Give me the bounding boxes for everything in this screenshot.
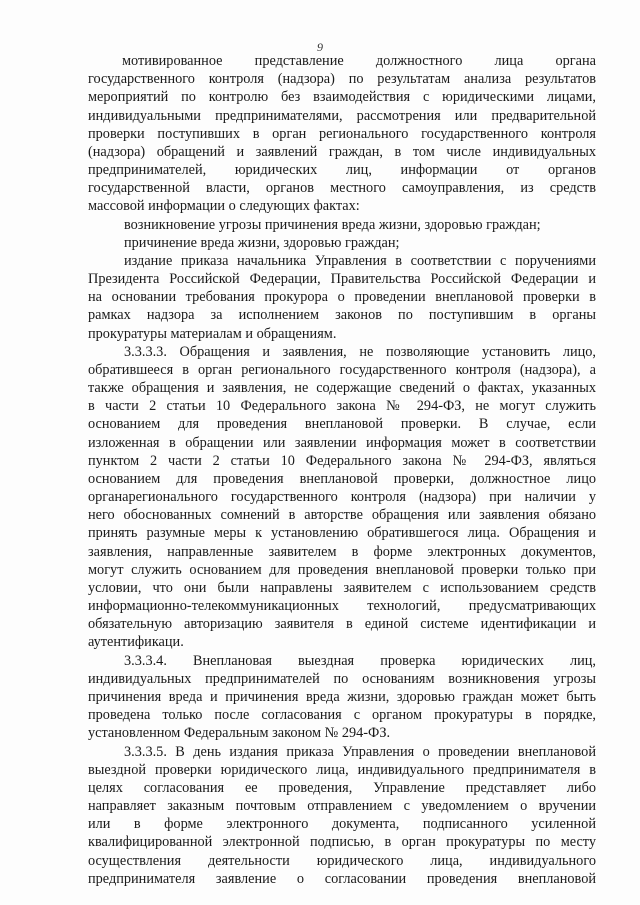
text-line: информационно-телекоммуникационных технологий, предусматривающих [88, 598, 596, 615]
text-line: выездной проверки юридического лица, индивидуального предпринимателя в [88, 761, 596, 778]
text-line: также обращения и заявления, не содержащие сведений о фактах, указанных [88, 380, 596, 397]
text-line: основанием для проведения внеплановой проверки, должностное лицо [88, 470, 596, 487]
text-line: установленном Федеральным законом № 294-ФЗ. [88, 725, 391, 742]
text-line: причинение вреда жизни, здоровью граждан; [124, 234, 400, 251]
text-line: основанием для проведения внеплановой проверки. В случае, если [88, 416, 596, 433]
text-line: проведена только после согласования с органом прокуратуры в порядке, [88, 707, 596, 724]
text-line: обязательную авторизацию заявителя в единой системе идентификации и [88, 616, 596, 633]
text-line: Президента Российской Федерации, Правительства Российской Федерации и [88, 271, 596, 287]
text-line: на основании требования прокурора о проведении внеплановой проверки в [88, 289, 596, 306]
text-line: квалифицированной электронной подписью, в орган прокуратуры по месту [88, 834, 596, 851]
text-line: него обоснованных сомнений в авторстве обращения или заявления обязано [88, 507, 596, 524]
text-line: возникновение угрозы причинения вреда жизни, здоровью граждан; [124, 216, 541, 233]
text-line: обратившееся в орган регионального государственного контроля (надзора), а [88, 361, 596, 378]
text-line: предпринимателей, юридических лиц, информации от органов [88, 162, 596, 178]
text-line: целях согласования ее проведения, Управление представляет либо [88, 779, 596, 796]
text-line: государственной власти, органов местного самоуправления, из средств [88, 180, 596, 197]
text-line: прокуратуры материалам и обращениям. [88, 325, 337, 342]
text-line: заявления, направленные заявителем в форме электронных документов, [88, 543, 596, 560]
text-line: 3.3.3.3. Обращения и заявления, не позволяющие установить лицо, [124, 343, 596, 360]
text-line: индивидуальными предпринимателями, рассмотрения или предварительной [88, 107, 596, 124]
text-line: направляет заказным почтовым отправлением с уведомлением о вручении [88, 798, 596, 814]
text-line: рамках надзора за исполнением законов по поступившим в органы [88, 307, 596, 324]
text-line: мотивированное представление должностного лица органа [122, 53, 596, 69]
text-line: условии, что они были направлены заявителем с использованием средств [88, 579, 596, 596]
text-line: массовой информации о следующих фактах: [88, 198, 360, 215]
text-line: осуществления деятельности юридического лица, индивидуального [88, 852, 596, 869]
text-line: в части 2 статьи 10 Федерального закона № 294-ФЗ, не могут служить [88, 398, 596, 415]
text-line: 3.3.3.5. В день издания приказа Управления о проведении внеплановой [124, 743, 596, 760]
text-line: причинения вреда и причинения вреда жизни, здоровью граждан может быть [88, 689, 596, 705]
text-line: (надзора) обращений и заявлений граждан, в том числе индивидуальных [88, 143, 596, 160]
text-line: изложенная в обращении или заявлении информация может в соответствии [88, 434, 596, 451]
text-line: пунктом 2 части 2 статьи 10 Федерального закона № 294-ФЗ, являться [88, 452, 596, 469]
text-line: индивидуальных предпринимателей по основаниям возникновения угрозы [88, 670, 596, 687]
page-number: 9 [317, 40, 323, 54]
text-line: аутентификаци. [88, 634, 184, 651]
text-line: государственного контроля (надзора) по результатам анализа результатов [88, 71, 596, 88]
text-line: могут служить основанием для проведения внеплановой проверки только при [88, 561, 596, 578]
text-line: 3.3.3.4. Внеплановая выездная проверка юридических лиц, [124, 652, 596, 669]
text-line: предпринимателя заявление о согласовании проведения внеплановой [88, 870, 596, 887]
text-line: органарегионального государственного контроля (надзора) при наличии у [88, 489, 596, 506]
text-line: или в форме электронного документа, подписанного усиленной [88, 816, 596, 833]
text-line: издание приказа начальника Управления в соответствии с поручениями [124, 252, 596, 269]
text-line: принять разумные меры к установлению обратившегося лица. Обращения и [88, 525, 596, 542]
text-line: мероприятий по контролю без взаимодействия с юридическими лицами, [88, 89, 596, 106]
text-line: проверки поступивших в орган регионального государственного контроля [88, 125, 596, 142]
